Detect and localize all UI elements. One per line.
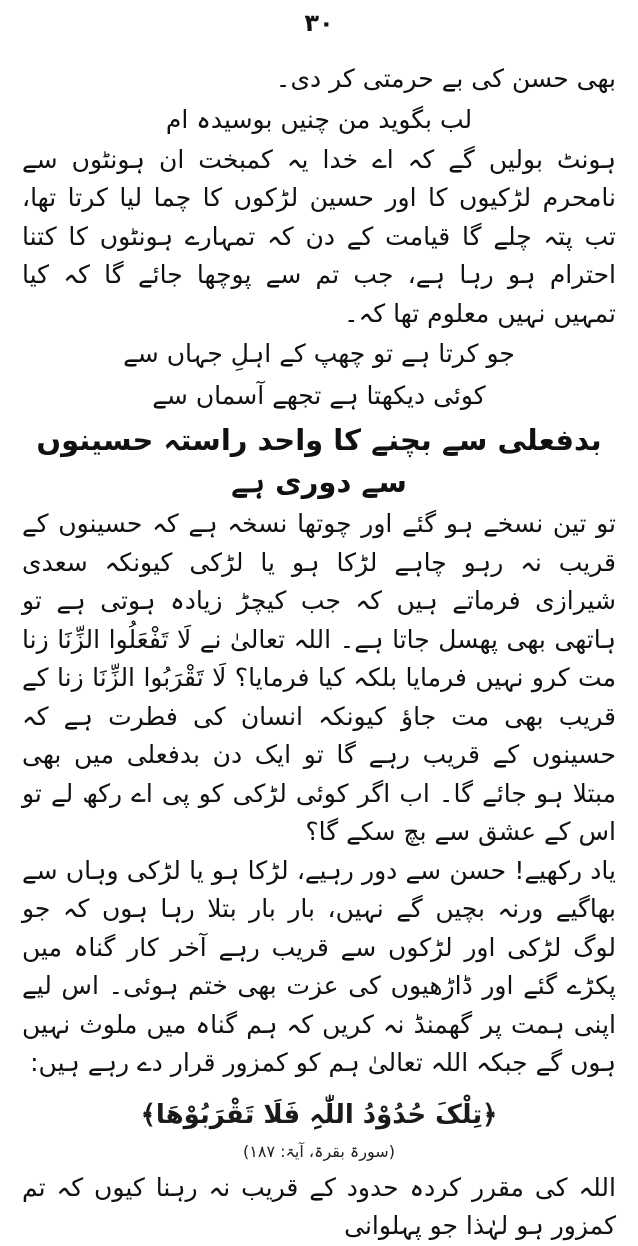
- poem-line-1: جو کرتا ہے تو چھپ کے اہلِ جہاں سے: [123, 339, 515, 368]
- paragraph-remember: یاد رکھیے! حسن سے دور رہیے، لڑکا ہو یا لڑکی وہاں سے بھاگیے ورنہ بچیں گے نہیں، بار بار بتلا رہا ہوں کہ جو لوگ لڑکی اور لڑکوں سے قریب رہے آخر کار گناہ میں پکڑے گئے اور ڈاڑھیوں کی عزت بھی ختم ہوئی۔ اس لیے اپنی ہمت پر گھمنڈ نہ کریں کہ ہم گناہ میں ملوث نہیں ہوں گے جبکہ اللہ تعالیٰ ہم کو کمزور قرار دے رہے ہیں:: [22, 855, 616, 1077]
- section-heading: بدفعلی سے بچنے کا واحد راستہ حسینوں سے دوری ہے: [36, 423, 602, 499]
- paragraph-fourth-remedy: تو تین نسخے ہو گئے اور چوتھا نسخہ ہے کہ حسینوں کے قریب نہ رہو چاہے لڑکا ہو یا لڑکی کیونکہ سعدی شیرازی فرماتے ہیں کہ جب کیچڑ زیادہ ہوتی ہے تو ہاتھی بھی پھسل جاتا ہے۔ اللہ تعالیٰ نے لَا تَفْعَلُوا الزِّنَا زنا مت کرو نہیں فرمایا بلکہ کیا فرمایا؟ لَا تَقْرَبُوا الزِّنَا زنا کے قریب بھی مت جاؤ کیونکہ انسان کی فطرت ہے کہ حسینوں کے قریب رہے گا تو ایک دن بدفعلی میں بھی مبتلا ہو جائے گا۔ اب اگر کوئی لڑکی کو پی اے رکھ لے تو اس کے عشق سے بچ سکے گا؟: [22, 509, 616, 846]
- poem-line-2: کوئی دیکھتا ہے تجھے آسماں سے: [152, 381, 486, 410]
- quran-verse: ﴿تِلْکَ حُدُوْدُ اللّٰہِ فَلَا تَقْرَبُوْهَا﴾: [140, 1099, 498, 1130]
- paragraph-intro: بھی حسن کی بے حرمتی کر دی۔: [275, 64, 616, 93]
- page-number: ۳۰: [304, 9, 334, 37]
- persian-verse: لب بگوید من چنیں بوسیدہ ام: [165, 104, 473, 134]
- paragraph-lips: ہونٹ بولیں گے کہ اے خدا یہ کمبخت ان ہونٹوں سے نامحرم لڑکیوں کا اور حسین لڑکوں کا چما لیا کرتا تھا، تب پتہ چلے گا قیامت کے دن کہ تمہارے ہونٹوں کا کتنا احترام ہو رہا ہے، جب تم سے پوچھا جائے گا کہ کیا تمہیں نہیں معلوم تھا کہ۔: [22, 144, 616, 328]
- verse-reference: (سورۃ بقرۃ، آیۃ: ۱۸۷): [243, 1141, 395, 1161]
- paragraph-final: اللہ کی مقرر کردہ حدود کے قریب نہ رہنا کیوں کہ تم کمزور ہو لہٰذا جو پہلوانی: [22, 1172, 616, 1240]
